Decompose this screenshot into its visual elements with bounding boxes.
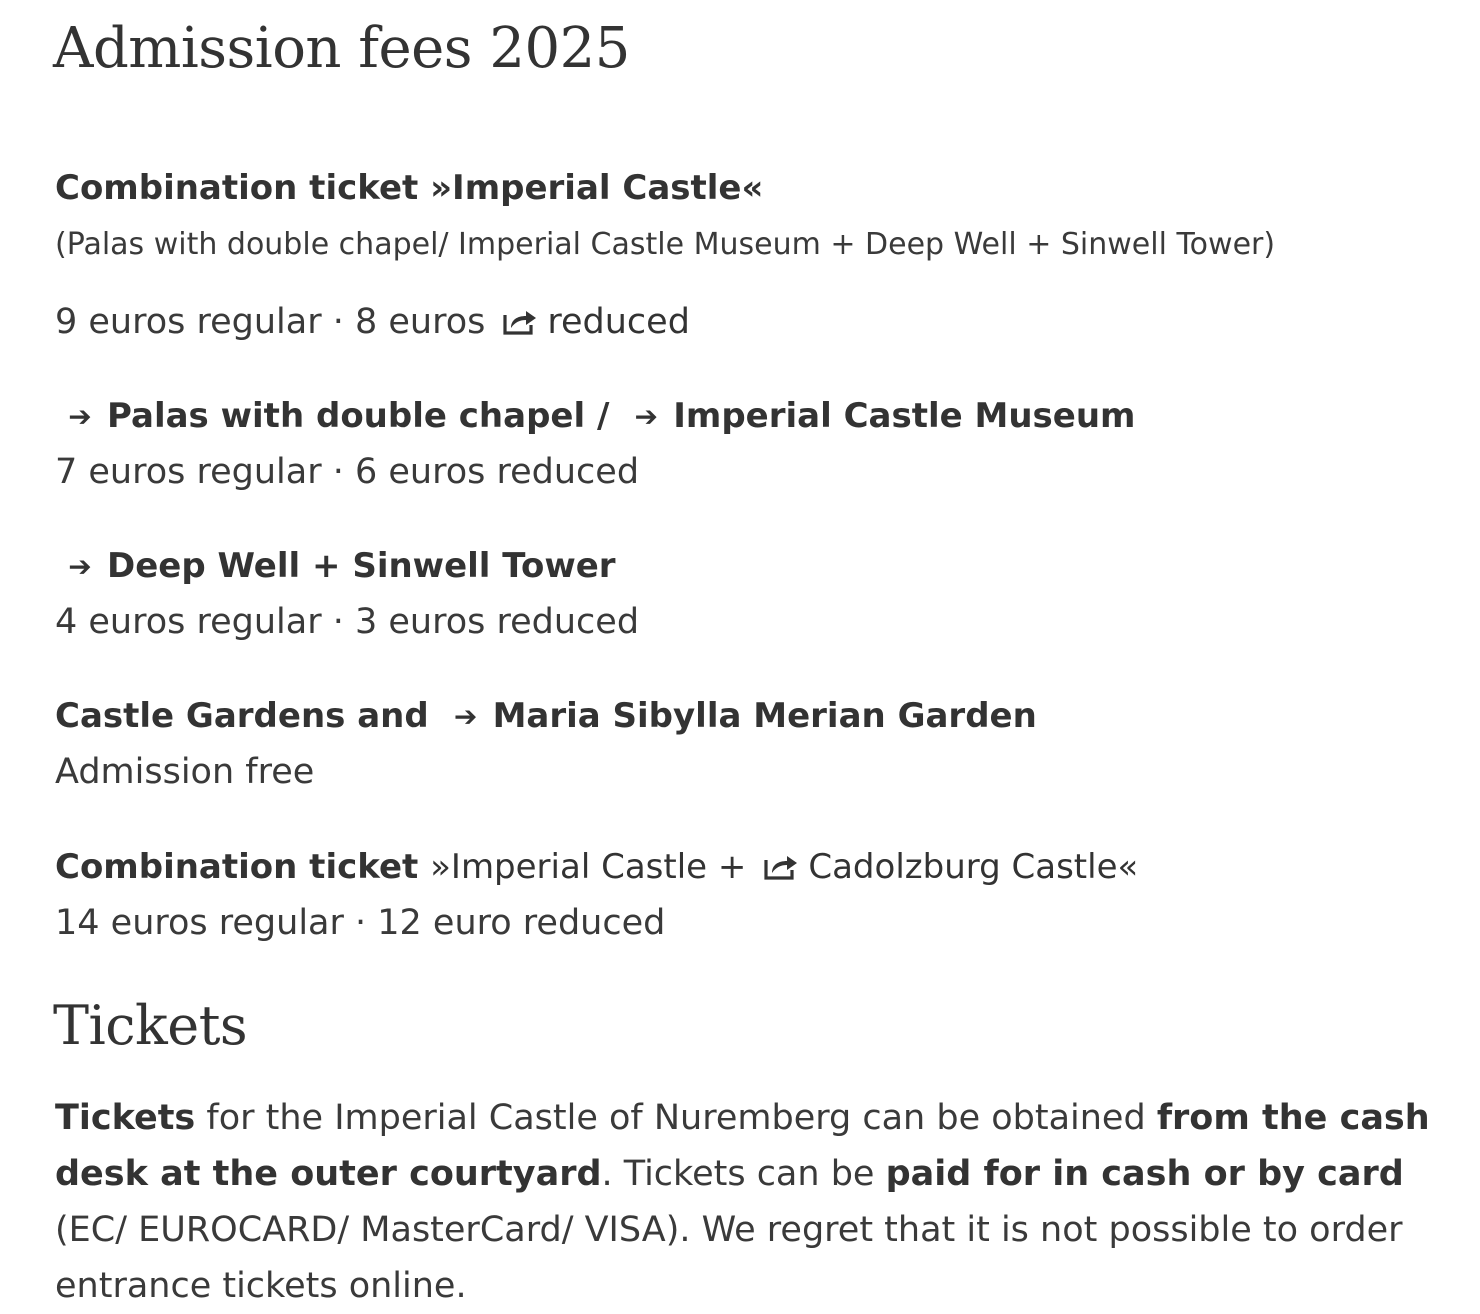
- merian-garden-link[interactable]: [441, 696, 1037, 736]
- combo-cadolzburg-title-bold: Combination ticket: [55, 847, 419, 887]
- page-title: Admission fees 2025: [53, 16, 630, 81]
- tickets-text-3: (EC/ EUROCARD/ MasterCard/ VISA). We regret that it is not possible to order entrance tickets online.: [55, 1210, 1403, 1306]
- tickets-paragraph: [55, 1090, 1445, 1314]
- combo-castle-price-text: 9 euros regular · 8 euros: [55, 302, 486, 342]
- external-link-icon: [762, 851, 800, 881]
- merian-garden-link-label: Maria Sibylla Merian Garden: [492, 696, 1037, 736]
- combo-cadolzburg-title: [55, 839, 1138, 895]
- well-price: 4 euros regular · 3 euros reduced: [55, 602, 640, 642]
- museum-link-label: Imperial Castle Museum: [673, 396, 1136, 436]
- reduced-link[interactable]: [485, 302, 690, 342]
- cadolzburg-link[interactable]: [746, 847, 1138, 887]
- combo-cadolzburg-title-rest: »Imperial Castle +: [430, 847, 747, 887]
- well-link-label: Deep Well + Sinwell Tower: [107, 546, 616, 586]
- tickets-bold-1: Tickets: [55, 1098, 196, 1138]
- gardens-title-text: Castle Gardens and: [55, 696, 429, 736]
- palas-museum-title: [55, 388, 1135, 445]
- external-link-icon: [501, 306, 539, 336]
- arrow-right-icon: ➔: [453, 700, 478, 733]
- palas-link[interactable]: [55, 396, 609, 436]
- combo-castle-price: [55, 294, 690, 350]
- tickets-bold-2: from the cash desk at the outer courtyard: [55, 1098, 1430, 1194]
- well-title: [55, 538, 616, 595]
- arrow-right-icon: ➔: [68, 400, 92, 433]
- arrow-right-icon: ➔: [68, 550, 92, 583]
- arrow-right-icon: ➔: [634, 400, 658, 433]
- tickets-text-2: . Tickets can be: [601, 1154, 886, 1194]
- combo-castle-subtitle: (Palas with double chapel/ Imperial Castle Museum + Deep Well + Sinwell Tower): [55, 227, 1276, 262]
- combo-cadolzburg-price: 14 euros regular · 12 euro reduced: [55, 903, 666, 943]
- tickets-bold-3: paid for in cash or by card: [885, 1154, 1404, 1194]
- museum-link[interactable]: [621, 396, 1135, 436]
- tickets-heading: Tickets: [53, 994, 248, 1057]
- palas-price: 7 euros regular · 6 euros reduced: [55, 452, 640, 492]
- cadolzburg-link-label: Cadolzburg Castle«: [808, 847, 1139, 887]
- well-link[interactable]: [55, 546, 616, 586]
- gardens-title: [55, 688, 1037, 745]
- palas-link-label: Palas with double chapel /: [107, 396, 610, 436]
- tickets-text-1: for the Imperial Castle of Nuremberg can be obtained: [195, 1098, 1157, 1138]
- gardens-price: Admission free: [55, 752, 315, 792]
- reduced-link-label: reduced: [547, 302, 690, 342]
- combo-castle-title: Combination ticket »Imperial Castle«: [55, 168, 764, 208]
